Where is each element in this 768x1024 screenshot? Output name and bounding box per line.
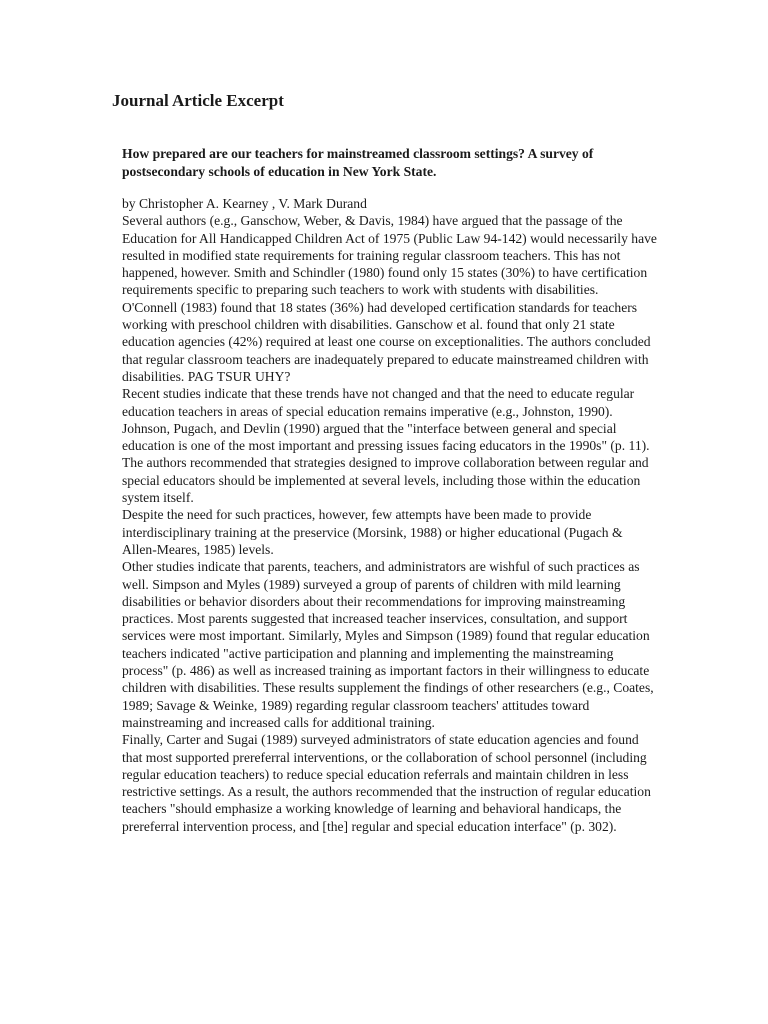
- article: [122, 145, 657, 835]
- page-heading: Journal Article Excerpt: [112, 91, 284, 110]
- article-paragraph: Despite the need for such practices, however, few attempts have been made to provide interdisciplinary training at the preservice (Morsink, 1988) or higher educational (Pugach & Allen-Meares, 1985) levels.: [122, 507, 623, 557]
- article-paragraph: Other studies indicate that parents, teachers, and administrators are wishful of such practices as well. Simpson and Myles (1989) surveyed a group of parents of children with mild learning disabilities or behavior disorders about their recommendations for improving mainstreaming practices. Most parents suggested that increased teacher inservices, consultation, and support services were most important. Similarly, Myles and Simpson (1989) found that regular education teachers indicated "active participation and planning and implementing the mainstreaming process" (p. 486) as well as increased training as important factors in their willingness to educate children with disabilities. These results supplement the findings of other researchers (e.g., Coates, 1989; Savage & Weinke, 1989) regarding regular classroom teachers' attitudes toward mainstreaming and increased calls for additional training.: [122, 559, 654, 730]
- article-title: How prepared are our teachers for mainstreamed classroom settings? A survey of postsecondary schools of education in New York State.: [122, 146, 594, 179]
- article-paragraph: Several authors (e.g., Ganschow, Weber, & Davis, 1984) have argued that the passage of the Education for All Handicapped Children Act of 1975 (Public Law 94-142) would necessarily have resulted in modified state requirements for training regular classroom teachers. This has not happened, however. Smith and Schindler (1980) found only 15 states (30%) to have certification requirements specific to preparing such teachers to work with students with disabilities. O'Connell (1983) found that 18 states (36%) had developed certification standards for teachers working with preschool children with disabilities. Ganschow et al. found that only 21 state education agencies (42%) required at least one course on exceptionalities. The authors concluded that regular classroom teachers are inadequately prepared to educate mainstreamed children with disabilities. PAG TSUR UHY?: [122, 213, 657, 384]
- article-paragraph: Finally, Carter and Sugai (1989) surveyed administrators of state education agencies and found that most supported prereferral interventions, or the collaboration of school personnel (including regular education teachers) to reduce special education referrals and maintain children in less restrictive settings. As a result, the authors recommended that the instruction of regular education teachers "should emphasize a working knowledge of learning and behavioral handicaps, the prereferral intervention process, and [the] regular and special education interface" (p. 302).: [122, 732, 651, 834]
- article-paragraph: Recent studies indicate that these trends have not changed and that the need to educate regular education teachers in areas of special education remains imperative (e.g., Johnston, 1990). Johnson, Pugach, and Devlin (1990) argued that the "interface between general and special education is one of the most important and pressing issues facing educators in the 1990s" (p. 11). The authors recommended that strategies designed to improve collaboration between regular and special educators should be implemented at several levels, including those within the education system itself.: [122, 386, 650, 506]
- article-byline: by Christopher A. Kearney , V. Mark Durand: [122, 196, 367, 211]
